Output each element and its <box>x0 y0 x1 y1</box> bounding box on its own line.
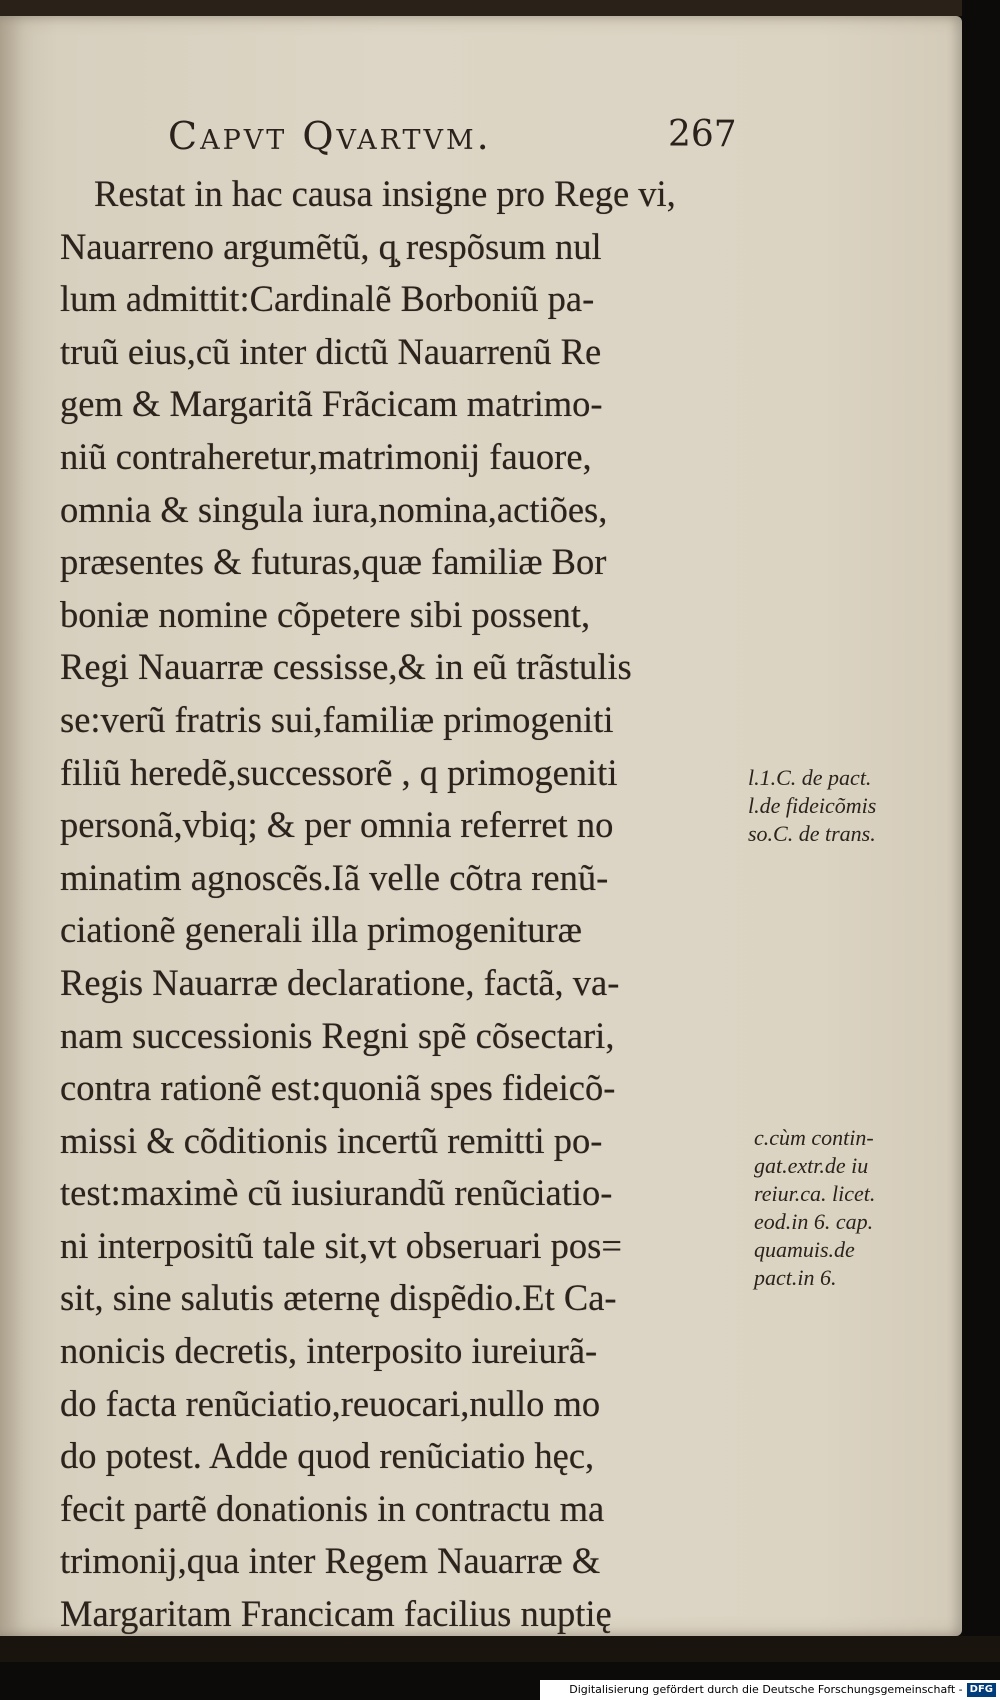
text-line: Regi Nauarræ cessisse,& in eũ trãstulis <box>60 646 632 688</box>
text-line: fecit partẽ donationis in contractu ma <box>60 1487 605 1529</box>
marginal-note-line: so.C. de trans. <box>748 821 876 846</box>
text-line: truũ eius,cũ inter dictũ Nauarrenũ Re <box>60 330 602 372</box>
text-line: sit, sine salutis æternę dispẽdio.Et Ca- <box>60 1277 617 1319</box>
text-line: Restat in hac causa insigne pro Rege vi, <box>94 173 676 214</box>
marginal-note-line: reiur.ca. licet. <box>754 1181 876 1206</box>
marginal-note-line: c.cùm contin- <box>754 1125 874 1150</box>
text-line: missi & cõditionis incertũ remitti po- <box>60 1119 603 1161</box>
marginal-note-line: quamuis.de <box>754 1237 855 1262</box>
text-line: Nauarreno argumẽtũ, q̧ respõsum nul <box>60 225 602 267</box>
text-line: nam successionis Regni spẽ cõsectari, <box>60 1014 615 1056</box>
text-line: contra rationẽ est:quoniã spes fideicõ- <box>60 1067 616 1109</box>
funding-footer <box>540 1680 1000 1700</box>
dfg-logo: DFG <box>967 1683 996 1697</box>
text-line: lum admittit:Cardinalẽ Borboniũ pa- <box>60 278 595 320</box>
marginal-note-line: l.de fideicõmis <box>748 793 877 818</box>
running-head <box>168 114 737 158</box>
text-line: se:verũ fratris sui,familiæ primogeniti <box>60 698 614 740</box>
text-line: omnia & singula iura,nomina,actiões, <box>60 488 608 530</box>
text-line: do potest. Adde quod renũciatio hęc, <box>60 1435 595 1477</box>
chapter-title: Capvt Qvartvm. <box>168 114 492 158</box>
page-number: 267 <box>668 114 737 155</box>
marginal-note-1 <box>748 764 876 848</box>
text-line: minatim agnoscẽs.Iã velle cõtra renũ- <box>60 856 609 898</box>
text-line: personã,vbiq; & per omnia referret no <box>60 804 614 846</box>
marginal-note-line: eod.in 6. cap. <box>754 1209 874 1234</box>
marginal-note-2 <box>754 1124 875 1292</box>
text-line: præsentes & futuras,quæ familiæ Bor <box>60 541 607 583</box>
text-line: Margaritam Francicam facilius nuptię <box>60 1593 612 1635</box>
book-edge-top <box>0 0 962 16</box>
text-line: boniæ nomine cõpetere sibi possent, <box>60 593 591 635</box>
text-line: nonicis decretis, interposito iureiurã- <box>60 1330 598 1372</box>
book-edge-bottom <box>0 1636 1000 1662</box>
marginal-note-line: l.1.C. de pact. <box>748 765 872 790</box>
text-line: niũ contraheretur,matrimonij fauore, <box>60 435 592 477</box>
text-line: ciationẽ generali illa primogenituræ <box>60 909 582 951</box>
text-line: gem & Margaritã Frãcicam matrimo- <box>60 383 603 425</box>
marginal-note-line: pact.in 6. <box>754 1265 837 1290</box>
text-line: trimonij,qua inter Regem Nauarræ & <box>60 1540 601 1582</box>
text-line: Regis Nauarræ declaratione, factã, va- <box>60 961 620 1003</box>
marginal-note-line: gat.extr.de iu <box>754 1153 869 1178</box>
text-line: ni interpositũ tale sit,vt obseruari pos= <box>60 1224 622 1266</box>
main-text-block <box>60 168 760 1641</box>
text-line: test:maximè cũ iusiurandũ renũciatio- <box>60 1172 613 1214</box>
text-line: filiũ heredẽ,successorẽ , q primogeniti <box>60 751 618 793</box>
footer-text: Digitalisierung gefördert durch die Deutsche Forschungsgemeinschaft - <box>569 1683 963 1696</box>
text-line: do facta renũciatio,reuocari,nullo mo <box>60 1382 601 1424</box>
